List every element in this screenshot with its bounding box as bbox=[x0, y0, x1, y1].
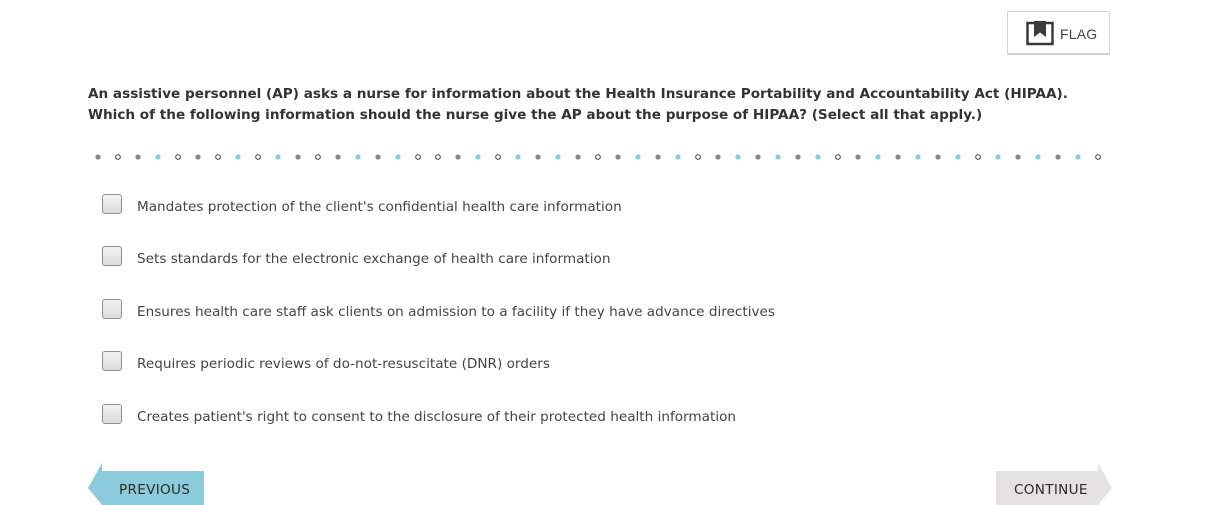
progress-dots bbox=[93, 151, 1105, 163]
progress-dot bbox=[95, 154, 100, 159]
progress-dot bbox=[316, 155, 321, 160]
option-5-label: Creates patient's right to consent to the disclosure of their protected health information bbox=[137, 409, 737, 425]
option-3-checkbox[interactable] bbox=[102, 299, 122, 319]
progress-dot bbox=[416, 155, 421, 160]
progress-dot bbox=[1075, 154, 1080, 159]
progress-dot bbox=[515, 154, 520, 159]
progress-dot bbox=[976, 155, 981, 160]
progress-dot bbox=[596, 155, 601, 160]
progress-dot bbox=[216, 155, 221, 160]
progress-dot bbox=[715, 154, 720, 159]
progress-dot bbox=[195, 154, 200, 159]
progress-dot bbox=[735, 154, 740, 159]
continue-label: CONTINUE bbox=[1014, 482, 1088, 498]
option-2-label: Sets standards for the electronic exchange of health care information bbox=[137, 251, 611, 267]
progress-dot bbox=[275, 154, 280, 159]
previous-label: PREVIOUS bbox=[119, 482, 191, 498]
progress-dot bbox=[995, 154, 1000, 159]
progress-dot bbox=[256, 155, 261, 160]
progress-dot bbox=[915, 154, 920, 159]
previous-button[interactable] bbox=[88, 463, 204, 505]
progress-dot bbox=[235, 154, 240, 159]
progress-dot bbox=[1055, 154, 1060, 159]
progress-dot bbox=[855, 154, 860, 159]
progress-dot bbox=[755, 154, 760, 159]
progress-dot bbox=[555, 154, 560, 159]
progress-dot bbox=[775, 154, 780, 159]
option-5-checkbox[interactable] bbox=[102, 404, 122, 424]
continue-button[interactable] bbox=[996, 463, 1112, 505]
option-2[interactable] bbox=[102, 246, 1002, 276]
progress-dot bbox=[1035, 154, 1040, 159]
option-2-checkbox[interactable] bbox=[102, 246, 122, 266]
progress-dot bbox=[1015, 154, 1020, 159]
progress-dot bbox=[496, 155, 501, 160]
option-4-checkbox[interactable] bbox=[102, 351, 122, 371]
option-3-label: Ensures health care staff ask clients on admission to a facility if they have advance directives bbox=[137, 304, 775, 320]
progress-dot bbox=[575, 154, 580, 159]
flag-button[interactable] bbox=[1007, 11, 1110, 55]
progress-dot bbox=[815, 154, 820, 159]
progress-dot bbox=[455, 154, 460, 159]
progress-dot bbox=[795, 154, 800, 159]
progress-dot bbox=[135, 154, 140, 159]
progress-dot bbox=[176, 155, 181, 160]
progress-dot bbox=[675, 154, 680, 159]
progress-dot bbox=[436, 155, 441, 160]
bookmark-icon bbox=[1026, 20, 1054, 46]
progress-dot bbox=[895, 154, 900, 159]
progress-dot bbox=[615, 154, 620, 159]
option-1-checkbox[interactable] bbox=[102, 194, 122, 214]
progress-dot bbox=[1096, 155, 1101, 160]
option-3[interactable] bbox=[102, 299, 1002, 329]
progress-dot bbox=[475, 154, 480, 159]
progress-dot bbox=[836, 155, 841, 160]
progress-dot bbox=[355, 154, 360, 159]
question-text: An assistive personnel (AP) asks a nurse for information about the Health Insurance Portability and Accountability Act (HIPAA). Which of the following information should the nurse give the AP about the purpose of HIPAA? (Select all that apply.) bbox=[88, 86, 1068, 123]
progress-dot bbox=[535, 154, 540, 159]
progress-dot bbox=[655, 154, 660, 159]
progress-dot bbox=[875, 154, 880, 159]
progress-dot bbox=[955, 154, 960, 159]
progress-dot bbox=[395, 154, 400, 159]
progress-dot bbox=[116, 155, 121, 160]
progress-dot bbox=[635, 154, 640, 159]
progress-dot bbox=[696, 155, 701, 160]
option-4-label: Requires periodic reviews of do-not-resuscitate (DNR) orders bbox=[137, 356, 550, 372]
progress-dot bbox=[935, 154, 940, 159]
option-1[interactable] bbox=[102, 194, 1002, 224]
progress-dot bbox=[335, 154, 340, 159]
option-5[interactable] bbox=[102, 404, 1002, 434]
progress-dot bbox=[375, 154, 380, 159]
option-4[interactable] bbox=[102, 351, 1002, 381]
progress-dot bbox=[295, 154, 300, 159]
option-1-label: Mandates protection of the client's confidential health care information bbox=[137, 199, 622, 215]
progress-dot bbox=[155, 154, 160, 159]
flag-label: FLAG bbox=[1060, 26, 1098, 42]
